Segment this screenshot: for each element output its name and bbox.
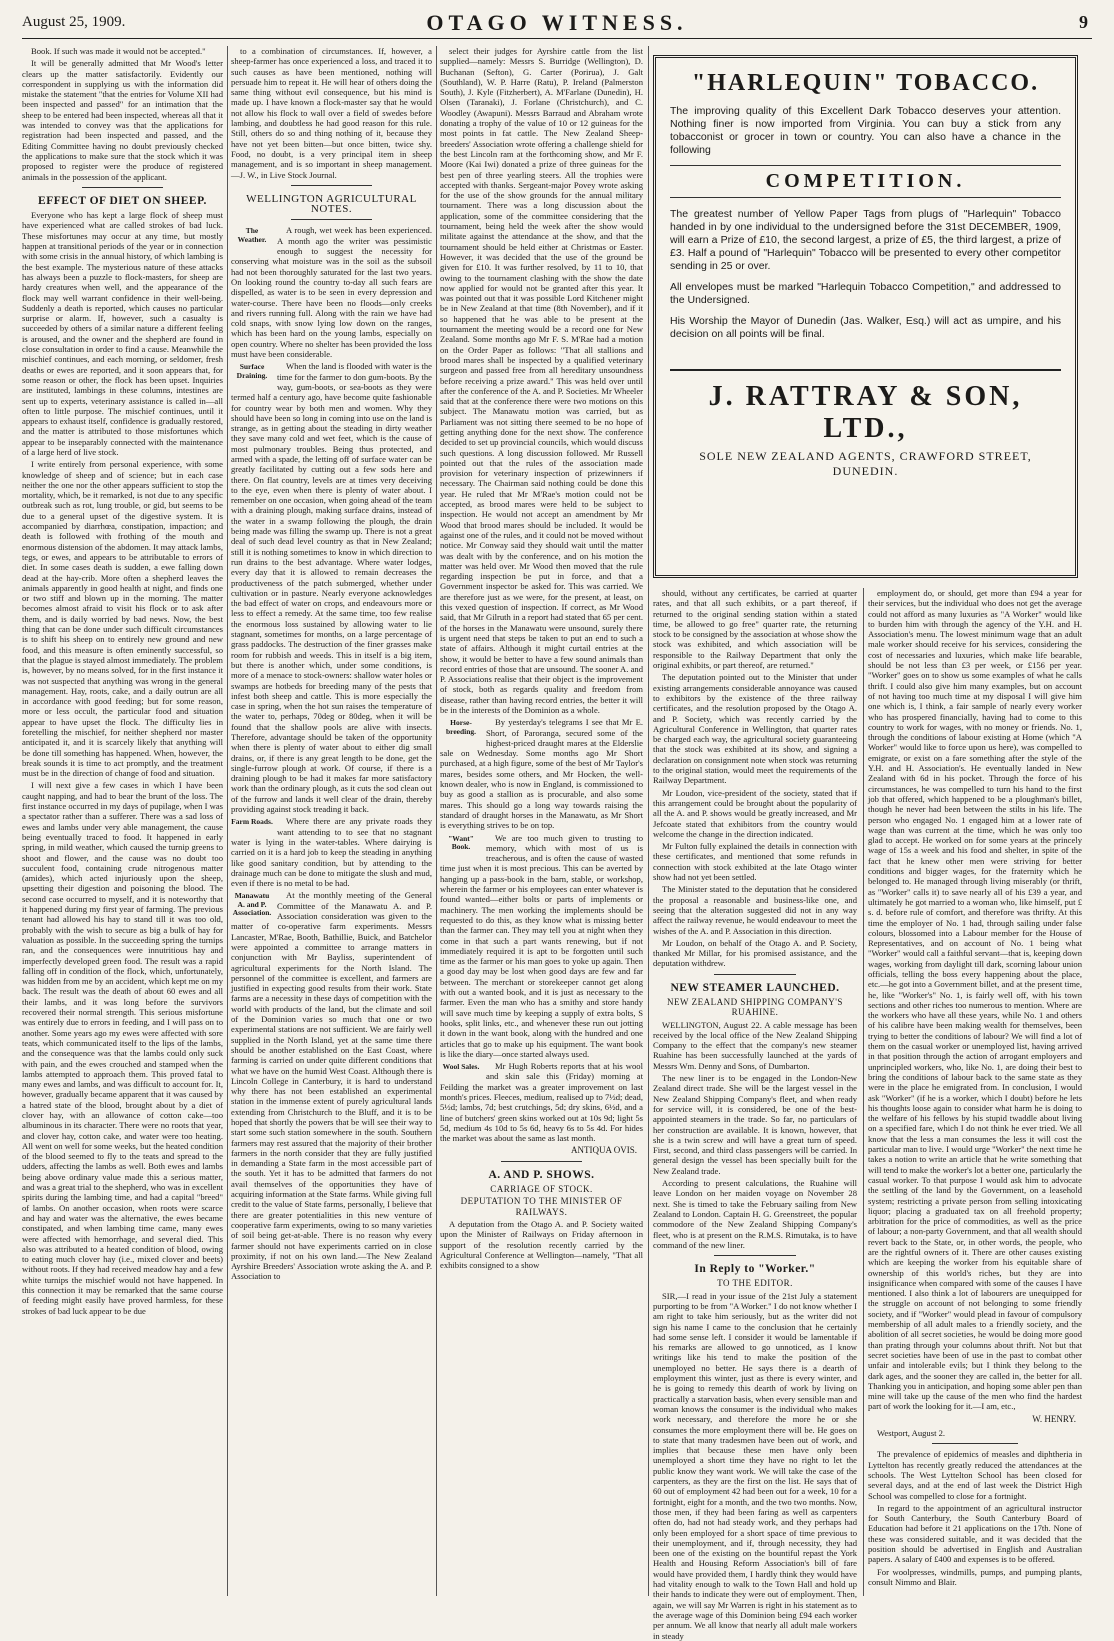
divider [291, 219, 371, 220]
paragraph: should, without any certificates, be carried at quarter rates, and that all such exhibits, or a part thereof, if returned to the original sending station within a stated time, be allowed to go free" quarter rate, the returning stock to be consigned by the association at whose show the stock was exhibited, and which association will be responsible to the Railway Department that only the original exhibits, or part thereof, are returned." [653, 588, 857, 671]
divider [82, 187, 162, 188]
side-heading: Wool Sales. [442, 1062, 480, 1072]
divider [714, 1255, 796, 1256]
ad-title: "HARLEQUIN" TOBACCO. [691, 70, 1040, 96]
column-1 [22, 46, 223, 1596]
paragraph: At the monthly meeting of the General Committee of the Manawatu A. and P. Association consideration was given to the matter of co-operative farm experiments. Messrs Lancaster, M'Rae, Booth, Bathillie, Buick, and Batchelor were appointed a committee to arrange matters in conjunction with Mr Bayliss, superintendent of agricultural experiments for the North Island. The personnel of the committee is excellent, and farmers are justified in expecting good results from their work. State farms are a necessity in these days of competition with the world with products of the land, but the climate and soil of the Dominion varies so much that one or two experimental stations are not sufficient. We are fairly well supplied in the North Island, yet at the same time there should be another established on the East Coast, where farming is carried on under quite different conditions that what we have on the humid West Coast. Although there is Lincoln College in Canterbury, it is hard to understand why there has not been established an experimental station in the immense extent of purely agricultural lands extending from Christchurch to the Bluff, and it is to be hoped that shortly the powers that be will see their way to start some such station somewhere in the south. Southern farmers may rest assured that the majority of their brother farmers in the north consider that they are fully justified in demanding a State farm in the most accessible part of the south. Yet it has to be admitted that farmers do not avail themselves of the opportunities they have of acquiring information at the State farms. While giving full credit to the value of State farms, personally, I believe that there are greater potentialities in this new venture of cooperative farm experiments, owing to so many varieties of soil being get-at-able. There is no reason why every farmer should not have experiments carried on in close proximity, if not on his own land.—The New Zealand Ayrshire Breeders' Association wrote asking the A. and P. Association to [231, 890, 432, 1282]
paragraph: Where there are any private roads they want attending to to see that no stagnant water is lying in the water-tables. Where dairying is carried on it is a hard job to keep the steading in anything like good sanitary condition, but by attending to the drainage much can be done to mitigate the slush and mud, even if there is no metal to be had. [231, 816, 432, 889]
side-heading: Horse-breeding. [445, 718, 477, 736]
letter-place-date: Westport, August 2. [877, 1428, 946, 1439]
paragraph: The new liner is to be engaged in the London-New Zealand direct trade. She will be the largest vessel in the New Zealand Shipping Company's fleet, and when ready for service will, it is considered, be one of the best-appointed steamers in the trade. So far, no particulars of her construction are available. It is known, however, that she is a twin screw and will have a great turn of speed. First, second, and third class passengers will be carried. In general design the vessel has been specially built for the New Zealand trade. [653, 1073, 857, 1176]
paragraph: It will be generally admitted that Mr Wood's letter clears up the matter satisfactorily. Evidently our correspondent in supplying us with the information did mistake the statement "that the entries for Volume XII had been inspected and passed" for an intimation that the sheep to be entered had been inspected, whereas all that it was intended to convey was that the applications for registration had been inspected and passed, and the Editing Committee having no doubt previously checked the applications to make sure that the stock which it was proposed to register were the produce of registered animals in the possession of the applicant. [22, 58, 223, 182]
article-heading: WELLINGTON AGRICULTURAL NOTES. [246, 192, 417, 216]
article-heading: In Reply to "Worker." [694, 1263, 816, 1276]
column-2 [231, 46, 432, 1596]
column-divider [648, 46, 649, 1596]
paragraph: Mr Fulton fully explained the details in connection with these certificates, and mentioned that some refunds in connection with stock exhibited at the late Otago winter show had not yet been settled. [653, 841, 857, 883]
paragraph: Mr Loudon, vice-president of the society, stated that if this arrangement could be brought about the popularity of all the A. and P. shows would be greatly increased, and Mr Jefcoate stated that exhibitors from the country would welcome the change in the direction indicated. [653, 787, 857, 839]
column-divider [227, 46, 228, 1596]
section [231, 816, 432, 888]
ad-competition-heading: COMPETITION. [670, 165, 1061, 198]
side-heading: The Weather. [237, 226, 267, 244]
divider [932, 1443, 1018, 1444]
tobacco-advertisement [653, 55, 1078, 578]
section [231, 225, 432, 359]
issue-date: August 25, 1909. [22, 14, 126, 30]
subheading: NEW ZEALAND SHIPPING COMPANY'S RUAHINE. [667, 996, 843, 1018]
paragraph: By yesterday's telegrams I see that Mr E. Short, of Paroranga, secured some of the highest-priced draught mares at the Elderslie sale on Wednesday. Some months ago Mr Short purchased, at a high figure, some of the best of Mr Taylor's mares, besides some others, and Mr Hocken, the well-known dealer, who is now in England, is commissioned to buy as good a stallion as is procurable, and also some mares. This should go a long way towards raising the standard of draught horses in the Manawatu, as Mr Short is everything strives to be on top. [440, 717, 643, 831]
paragraph: The prevalence of epidemics of measles and diphtheria in Lyttelton has recently greatly reduced the attendances at the schools. The West Lyttelton School has been closed for several days, and at the end of last week the District High School was compelled to close for a fortnight. [868, 1449, 1082, 1501]
paragraph: For woolpresses, windmills, pumps, and pumping plants, consult Nimmo and Blair. [868, 1566, 1082, 1587]
column-divider [863, 588, 864, 1596]
side-heading: "Want" Book. [448, 833, 474, 852]
subheading: CARRIAGE OF STOCK. [490, 1184, 593, 1195]
paragraph: Book. If such was made it would not be accepted." [31, 46, 206, 56]
paragraph: to a combination of circumstances. If, however, a sheep-farmer has once experienced a loss, and traced it to such causes as have been mentioned, nothing will persuade him to repeat it. He will hear of others doing the same thing without evil consequence, but his mind is made up. I have known a flock-master say that he would not allow his flock to wall over a field of swedes before lambing, and doubtless he had good reason for this rule. Still, others do so and thing nothing of it, because they have not yet been bitten—but once bitten, twice shy. Food, no doubt, is a very principal item in sheep management, and is so important in sheep management.—J. W., in Live Stock Journal. [231, 46, 432, 180]
column-divider [436, 46, 437, 1596]
newspaper-title: OTAGO WITNESS. [426, 10, 688, 35]
column-3 [440, 46, 643, 1596]
side-heading: Manawatu A. and P. Association. [232, 891, 272, 918]
subheading: TO THE EDITOR. [717, 1278, 793, 1289]
section [440, 1061, 643, 1143]
paragraph: Everyone who has kept a large flock of sheep must have experienced what are called strokes of bad luck. These misfortunes may occur at any time, but mostly happen at transitional periods of the year or in connection with some crisis in the annual history, of which lambing is the best example. The mysterious nature of these attacks has always been a puzzle to flock-masters, for sheep are hardy creatures when well, and the appearance of the flock may well warrant confidence in their well-being. Suddenly a death is reported, which causes no particular surprise or alarm. If, however, such a casualty is succeeded by others of a similar nature a different feeling is aroused, and the owner and the shepherd are found in close consultation in order to find a cause. Meanwhile the mischief continues, and each morning, or seldomer, fresh deaths or ewes are reported, and it soon appears that, for some reason or other, the flock has been upset. Inquiries are instituted, lambings in these columns, intestines are sent up to experts, veterinary assistance is called in—all often to little purpose. The mischief continues, until it appears to exhaust itself, confidence is gradually restored, and the matter is attributed to those misfortunes which appear to be inseparably connected with the maintenance of a large herd of live stock. [22, 210, 223, 457]
divider [291, 185, 371, 186]
paragraph: In regard to the appointment of an agricultural instructor for South Canterbury, the South Canterbury Board of Education had before it 21 applications on the 17th. None of these was considered suitable, and it was decided that the position should be advertised in English and Australian papers. A salary of £400 and expenses is to be offered. [868, 1502, 1082, 1565]
section [440, 833, 643, 1060]
ad-text: His Worship the Mayor of Dunedin (Jas. Walker, Esq.) will act as umpire, and his decision on all points will be final. [670, 315, 1061, 340]
section [231, 890, 432, 1281]
column-4 [653, 588, 857, 1641]
paragraph: SIR,—I read in your issue of the 21st July a statement purporting to be from "A Worker." I do not know whether I am right to take him seriously, but as the writer did not sign his name I came to the conclusion that he certainly had some sense left. I consider it would be lamentable if his remarks are allowed to go unnoticed, as I know writings like his tend to make the position of the unemployed no better. He says there is a dearth of employment this winter, just as there is every winter, and he is going to remedy this dearth of work by living on practically a starvation basis, when every sensible man and woman knows the consumer is the individual who makes work necessary, and therefore the more he or she consumes the more employment there will be. He goes on to state that many tradesmen have been out of work, and implies that because these men have only been unemployed a short time they have no right to let the public know they want work. We will take the case of the carpenters, as they are the first on the list. He says that of 60 out of employment 42 had been out for a week, 10 for a fortnight, eight for a month, and the two two months. Now, those men, if they had been faring as well as carpenters often do, had not had steady work, and they perhaps had only been employed for a short space of time previous to their unemployment, and if, through necessity, they had been one of the existing on the bountiful repast the York Health and Housing Reform Association's bill of fare would have provided them, I hardly think they would have had vitality enough to walk to the Town Hall and hold up their hands to indicate they were out of employment. Then, again, we will say Mr Warren is right in his statement as to the average wage of this Dominion being £94 each worker per annum. We all know that nearly all adult male workers in steady [653, 1290, 857, 1641]
ad-firm-name: J. RATTRAY & SON, LTD., [670, 369, 1061, 445]
ad-address: SOLE NEW ZEALAND AGENTS, CRAWFORD STREET, DUNEDIN. [699, 449, 1032, 478]
article-heading: A. AND P. SHOWS. [488, 1168, 595, 1181]
section [231, 361, 432, 814]
paragraph: employment do, or should, get more than £94 a year for their services, but the individual who does not get the average could not afford as many luxuries as "A Worker" would like to burden him with through the agency of the Y.H. and H. Association's menu. The lowest minimum wage that an adult male worker should receive for his services, considering the cost of necessaries and luxuries, which make life bearable, should be not less than £3 per week, or £156 per year. "Worker" goes on to show us some examples of what he calls thrift. I could also give him many examples, but on account of not having too much time at my disposal I will give him one which is, I think, a fair sample of nearly every worker who has prospered financially, having had to come to this country to work for wages, with no money or friends. No. 1, through the conditions of labour existing at Home (which "A Worker" would like to force upon us here), was compelled to emigrate, or exist on a fare something after the style of the Y.H. and H. Association's. He eventually landed in New Zealand with 6d in his pocket. Through the force of his circumstances, he was compelled to turn his hand to the first job that offered, which happened to be a ploughman's billet, though he never had been between the stilts in his life. The person who engaged No. 1 engaged him at a lower rate of wage than was current at the time, which he was only too glad to accept. He worked on for some years at the princely wage of 15s a week and his food and shelter, in spite of the fact that he knew other men were striving for better conditions and bigger wages, for the fraternity which he belonged to. He managed through living miserably (or thrift, as "Worker" calls it) to save nearly all of his £39 a year, and ultimately he got married to a woman who, like himself, put £ s. d. before rule of comfort, and therefore was thrifty. At this time the employer of No. 1 had, through sailing under false colours, blossomed into a Labour member for the House of Representatives, and on account of No. 1 being what "Worker" would call a faithful servant—that is, keeping down wages, working from daylight till dark, scorning labour union officials, telling the boss every happening about the place, etc.—he got into a Government billet, and at the present time, he, like "Worker's" No. 1, is fairly well off, with his town sections and other riches too numerous to mention. Where are the workers who have all these years, while No. 1 and others of his calibre have been making wealth for themselves, been trying to better the conditions of labour? We will find a lot of them on the casual worker or unemployed list, having arrived in that position through the action of arrogant employers and unprincipled workers, who, like No. 1, are doing their best to bring the conditions of labour back to the same state as they were in the place he emigrated from. In conclusion, I would ask "Worker" (if he is a worker, which I doubt) before he lets his thoughts loose again to consider what harm he is doing to the welfare of his fellows by his stupid twaddle about living on a specified fare, which I do not think he ever tried. We all know that the less a man consumes the less it will cost the particular man to live. I would urge "Worker" the next time he takes a notion to write an article that he write something that will tend to make the worker's lot a better one, particularly the casual worker. To that purpose I would ask him to advocate the settling of the land by the Government, on a leasehold system; restricting a private person from selling intoxicating liquor; placing a graduated tax on all freehold property; arbitration for the price of commodities, as well as the price of labour; a non-party Government, and that all wealth should revert back to the State, or, in other words, the people, who are the rightful owners of it. There are other causes existing which are keeping the worker from his equitable share of ownership of this world's riches, but they are into insignificance when compared with some of the causes I have mentioned. I also think a lot of labourers are unequipped for the struggle on account of not belonging to some friendly society, and if "Worker" would plead in favour of compulsory membership of all adult males to a friendly society, and the abolition of all secret societies, he would be doing more good than prating through your columns about thrift. Not but that secret societies have been of use in the past to combat other unfair and intolerable evils; but I think they belong to the dark ages, and the sooner they are called in, the better for all. Thanking you in anticipation, and hoping some abler pen than mine will take up the cause of the men who find the hardest part of work the looking for it.—I am, etc., [868, 588, 1082, 1412]
paragraph: The Minister stated to the deputation that he considered the proposal a reasonable and business-like one, and seeing that the alteration suggested did not in any way affect the railway revenue, he would endeavour to meet the wishes of the A. and P. Association in this direction. [653, 884, 857, 936]
paragraph: I will next give a few cases in which I have been caught napping, and had to bear the brunt of the loss. The first instance occurred in my days of pupilage, when I was a spectator rather than a sufferer. There was a sad loss of ewes and lambs under very able management, the cause being eventually traced to food. It happened in early spring, in mild weather, which caused the turnip greens to shoot and flower, and the cause was no doubt too succulent food, containing crude nitrogenous matter (amides), which acted injuriously upon the sheep, upsetting their digestion and poisoning the blood. The second case occurred to myself, and it is noteworthy that it happened during my first year of farming. The previous tenant had allowed his hay to stand till it was too old, probably with the wish to secure as big a bulk of hay for valuation as possible. In the succeeding spring the turnips ran, and the consequences were innutritious hay and imperfectly developed green food. The result was a rapid falling off in condition of the flock, which, unfortunately, was hidden from me by an accident, which kept me on my back. The result was the death of about 60 ewes and all their lambs, and it was long before the survivors recovered their normal strength. This serious misfortune was entirely due to errors in feeding, and I will pass on to another. Some years ago my ewes were affected with sore teats, which communicated itself to the lips of the lambs, and the consequence was that the lambs could only suck with pain, and the ewes crouched and stamped when the lambs attempted to approach them. This proved fatal to many ewes and lambs, and was difficult to account for. It, however, gradually became apparent that it was caused by a hatred state of the blood, brought about by a diet of clover hay, with an allowance of cotton cake—too albuminous in its character. There were no roots that year, and clover hay, cotton cake, and water were too heating. All went on well for some weeks, but the heated condition of the blood seemed to fly to the teats and spread to the udders, affecting the lambs as well. Both ewes and lambs being above ordinary value made this a serious matter, and was a great trial to the shepherd, who was in excellent spirits during the lambing time, and had a capital "breed" of lambs. On another occasion, when roots were scarce and hay and water was the alternative, the ewes became constipated, and when lambing time came, many ewes were affected with hemorrhage, and several died. This also was attributed to a heated condition of blood, owing to eating much clover hay (i.e., mixed clover and beets) without roots. If they had received meadow hay and a few white turnips the mischief would not have happened. In this connection it may be remarked that the same course of feeding might easily have proved harmless, for these strokes of bad luck appear to be due [22, 780, 223, 1316]
paragraph: select their judges for Ayrshire cattle from the list supplied—namely: Messrs S. Burridge (Wellington), D. Buchanan (Sefton), G. Carter (Porirua), J. Galt (Southland), W. P. Harre (Ratu), P. Ireland (Palmerston South), J. Kyle (Fitzherbert), A. M'Farlane (Dunedin), H. Olsen (Taranaki), J. Forlane (Christchurch), and C. Woodley (Awapuni). Messrs Barraud and Abraham wrote donating a trophy of the value of 10 or 12 guineas for the most points in fat cattle. The New Zealand Sheep-breeders' Association wrote offering a challenge shield for the best Lincoln ram at the forthcoming show, and Mr F. Moore (Kai Iwi) donated a prize of three guineas for the best pen of three yearling steers. All the trophies were accepted with thanks. Sergeant-major Povey wrote asking for the use of the show grounds for the annual military tournament. There was a long discussion about the application, some of the committee considering that the tournament, being held the week after the show would militate against the attendance at the show, and that the tournament should be held either at Christmas or Easter. However, it was decided that the use of the ground be given for £10. It was further resolved, by 11 to 10, that owing to the tournament clashing with the show the date now applied for would not be granted after this year. It was pointed out that it was possible Lord Kitchener might be in New Zealand at that time (8th November), and if it so happened that he was able to be present at the tournament the meeting would be a record one for New Zealand. Some months ago Mr F. S. M'Rae had a motion on the Order Paper as follows: "That all stallions and brood mares shall be inspected by a qualified veterinary surgeon and passed free from all hereditary unsoundness before receiving a prize award." This was held over until after the conference of the A. and P. Societies. Mr Wheeler said that at the conference there were two motions on this subject. The Manawatu motion was carried, but as Parliament was not sitting there seemed to be no hope of getting anything done for the next show. The conference decided to set up provincial councils, which would discuss such questions. A long discussion followed. Mr Russell pointed out that the rules of the association made provision for veterinary inspection of prizewinners if necessary. The Chairman said nothing could be done this year. He ruled that Mr M'Rae's motion could not be accepted, as brood mares were held to be subject to inspection. He would not accept an amendment by Mr Wood that brood mares should be included. It would be against one of the rules, and it could not be moved without notice. Mr Conway said they should wait until the matter was dealt with by the conference, and on his motion the matter was held over. Mr Wood then moved that the rule regarding inspection be put in force, and that a Government inspector be asked for. This was carried. We are therefore just as we were, for the present, at least, on this vexed question of inspection. If correct, as Mr Wood said, that Mr Gilruth in a report had stated that 65 per cent. of the horses in the Manawatu were unsound, surely there is urgent need that steps be taken to put an end to such a state of affairs. Although it might curtail entries at the show, it would be better to have a few sound animals than record entries of those that are unsound. The sooner A. and P. Associations realise that their object is the improvement of stock, both as regards quality and freedom from disease, rather than having record entries, the better it will be in the interests of the Dominion as a whole. [440, 46, 643, 715]
ad-text: All envelopes must be marked "Harlequin Tobacco Competition," and addressed to the Undersigned. [670, 281, 1061, 306]
paragraph: A deputation from the Otago A. and P. Society waited upon the Minister of Railways on Friday afternoon in support of the resolution recently carried by the Agricultural Conference at Wellington—namely, "That all exhibits consigned to a show [440, 1218, 643, 1271]
ad-text: The improving quality of this Excellent Dark Tobacco deserves your attention. Nothing finer is now imported from Virginia. You can buy a stick from any tobacconist or grocer in town or country. You can also have a chance in the following [670, 105, 1061, 156]
article-heading: NEW STEAMER LAUNCHED. [670, 981, 840, 994]
paragraph: A rough, wet week has been experienced. A month ago the writer was pessimistic enough to suggest the necessity for conserving what moisture was in the soil as the subsoil had not been thoroughly saturated for the last two years. On looking round the country to-day all such fears are dispelled, as water is to be seen in every depression and water-course. There have been no floods—only creeks and rivers running full. Along with the rain we have had cold snaps, with snow lying low down on the ranges, which has been hard on the young lambs, especially on open country. Where no shelter has been provided the loss must have been considerable. [231, 225, 432, 360]
paragraph: We are too much given to trusting to memory, which with most of us is treacherous, and is often the cause of wasted time just when it is most precious. This can be averted by hanging up a pass-book in the barn, stable, or workshop, wherein the farmer or his employees can enter whatever is found wanted—either bolts or parts of implements or machinery. The men working the implements should be requested to do this, as they know what is missing better than the farmer can. They may tell you at night when they come in that such a part wants renewing, but if not immediately required it is apt to be forgotten until such time as the farmer or his man goes to yoke up again. Then a good day may be lost when good days are few and far between. The merchant or storekeeper cannot get along with out a wanted book, and it is just as necessary to the farmer. Even the man who has a smithy and store handy will save much time by keeping a supply of extra bolts, S hooks, split links, etc., and whenever these run out jotting it down in the want book, along with the hundred and one articles that go to make up his equipment. The want book is like the diary—once started always used. [440, 832, 643, 1059]
paragraph: Mr Loudon, on behalf of the Otago A. and P. Society, thanked Mr Millar, for his promised assistance, and the deputation withdrew. [653, 937, 857, 969]
paragraph: When the land is flooded with water is the time for the farmer to don gum-boots. By the way, gum-boots, or sea-boots as they were termed half a century ago, have become quite fashionable for country wear by both men and women. Why they should have been so long in coming into use on the land is strange, as in getting about the steading in dirty weather they save many cold and wet feet, which is the cause of most pulmonary troubles. Being thus protected, and armed with a spade, the letting off of surface water can be greatly facilitated by cutting out a few sods here and there. On flat country, levels are at times very deceiving to the eye, even when there is plenty of water about. I remember on one occasion, when going ahead of the team with a draining plough, making surface drains, instead of the water in a swamp following the plough, the drain being made was filling the swamp up. There is not a great deal of such dead level country as that in New Zealand; still it is nothing sometimes to know in which direction to run drains to the best advantage. Where water lodges, every day that it is allowed to remain decreases the productiveness of the patch submerged, whether under cultivation or in pasture. Nearly everyone acknowledges the bad effect of water on crops, and endeavours more or less to effect a remedy. At the same time, too few realise the enormous loss sustained by allowing water to lie stagnant, sometimes for months, on a large percentage of grass paddocks. The destruction of the finer grasses make room for rubbish and weeds. This in itself is a big item, but there is another which, under some conditions, is more of a menace to stock-owners: shallow water holes or swamps are hotbeds for breeding many of the pests that infest both sheep and cattle. This is more especially the case in spring, when the hot sun raises the temperature of the water to, perhaps, 70deg or 80deg, when it will be found that the shallow pools are alive with insects. Therefore, advantage should be taken of the opportunity when there is plenty of water about to either dig small drains, or, if there is any great length to be done, get the single-furrow plough at work. Of course, if there is a draining plough to be had it makes far more satisfactory work than the ordinary plough, as it cuts the sod clean out of the furrow and lands it well clear of the drain, thereby providing against stock treading it back. [231, 361, 432, 815]
ad-text: The greatest number of Yellow Paper Tags from plugs of "Harlequin" Tobacco handed in by one individual to the undersigned before the 31st DECEMBER, 1909, will earn a Prize of £10, the second largest, a prize of £5, the third largest, a prize of £3. Half a pound of "Harlequin" Tobacco will be presented to every other competitor sending in 25 or over. [670, 208, 1061, 272]
paragraph: I write entirely from personal experience, with some knowledge of sheep and of science; but in each case neither the one nor the other appears sufficient to stop the mortality, which, be it remarked, is not due to any specific outbreak such as rot, lung trouble, or gid, but seems to be due to a general upset of the digestive system. It is accompanied by diarrhœa, constipation, impaction; and death is followed with frothing of the mouth and enormous distension of the abdomen. It may attack lambs, tegs, or ewes, and appears to be attributable to errors of diet. In some cases death is sudden, a ewe falling down dead at the hay-crib. More often a shepherd leaves the animals apparently in good health at night, and finds one or two stiff and blown up in the morning. The matter becomes almost afraid to visit his flock or to ask after them, and is daily worried by bad news. Now, the best thing that can be done under such difficult circumstances is to shift his sheep on to entirely new ground and new food, and this measure is often eminently successful, so that the plague is stayed almost immediately. The problem is, however, by no means solved, for in the first instance it was not suspected that anything was wrong in the general management. Hay, roots, cake, and a daily outrun are all in accordance with good feeding; but for some reason, more or less occult, the particular food and situation appear to have upset the flock. The difficulty lies in foretelling the mischief, for neither shepherd nor master anticipated it, and it is scarcely likely that anything will be done till something has happened. When, however, the break sounds it is time to act promptly, and the treatment must be in the direction of change of food and situation. [22, 459, 223, 779]
side-heading: Surface Draining. [236, 362, 268, 380]
subheading: DEPUTATION TO THE MINISTER OF RAILWAYS. [460, 1196, 623, 1217]
paragraph: WELLINGTON, August 22. A cable message has been received by the local office of the New Zealand Shipping Company to the effect that the company's new steamer Ruahine has been successfully launched at the yards of Messrs Wm. Denny and Sons, of Dumbarton. [653, 1019, 857, 1071]
paragraph: The deputation pointed out to the Minister that under existing arrangements considerable annoyance was caused to exhibitors by the existence of the three railway certificates, and the resolution proposed by the Otago A. and P. Society, which was recently carried by the Agricultural Conference in Wellington, that quarter rates be charged each way, the agricultural society guaranteeing that the stock was exhibited at its show, and signing a declaration on consignment note when stock was returning to the original station, would meet the requirements of the Railway Department. [653, 672, 857, 786]
paragraph: Mr Hugh Roberts reports that at his wool and skin sale this (Friday) morning at Feilding the market was a greater improvement on last month's prices. Fleeces, medium, realised up to 7½d; dead, 5½d; lambs, 7d; best crutchings, 5d; dry skins, 6½d, and a line of butchers' green skins worked out at 10s 9d; light 5s 5d, medium 4s 10d to 5s 6d, heavy 6s to 5s 4d. For hides the market was about the same as last month. [440, 1061, 643, 1144]
signoff: ANTIQUA OVIS. [571, 1145, 637, 1156]
side-heading: Farm Roads. [231, 817, 273, 827]
paragraph: According to present calculations, the Ruahine will leave London on her maiden voyage on November 28 next. She is timed to take the February sailing from New Zealand to London. Captain H. G. Greenstreet, the popular commodore of the New Zealand Shipping Company's fleet, who is at present on the R.M.S. Rimutaka, is to have command of the new liner. [653, 1178, 857, 1250]
column-5 [868, 588, 1082, 1596]
letter-signature: W. HENRY. [1032, 1413, 1076, 1424]
section [440, 717, 643, 830]
masthead [22, 8, 1092, 39]
divider [501, 1161, 582, 1162]
page-number: 9 [1079, 12, 1088, 32]
divider [714, 974, 796, 975]
article-heading: EFFECT OF DIET ON SHEEP. [38, 194, 207, 207]
